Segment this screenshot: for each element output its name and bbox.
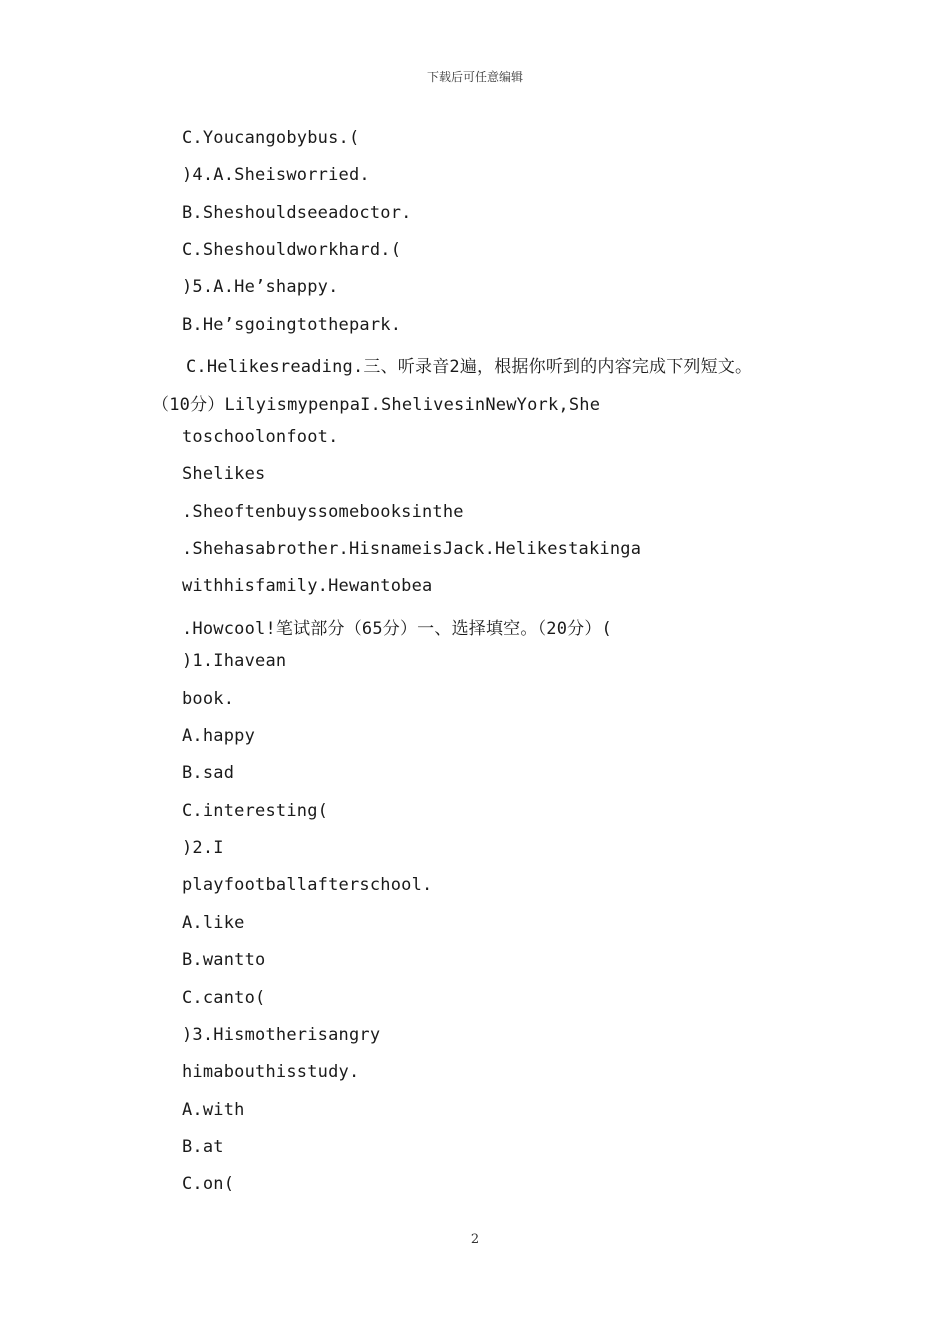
text-line: （10分）LilyismypenpaI.ShelivesinNewYork,She xyxy=(152,395,601,415)
text-line: )2.I xyxy=(182,838,224,858)
text-line: )5.A.He’shappy. xyxy=(182,277,339,297)
text-line: Shelikes xyxy=(182,464,266,484)
text-line: playfootballafterschool. xyxy=(182,875,433,895)
text-line: C.Helikesreading.三、听录音2遍，根据你听到的内容完成下列短文。 xyxy=(186,357,753,377)
text-line: B.wantto xyxy=(182,950,266,970)
text-line: withhisfamily.Hewantobea xyxy=(182,576,433,596)
text-line: book. xyxy=(182,689,235,709)
text-line: )3.Hismotherisangry xyxy=(182,1025,381,1045)
text-line: A.like xyxy=(182,913,245,933)
text-line: toschoolonfoot. xyxy=(182,427,339,447)
page-header: 下载后可任意编辑 xyxy=(426,70,523,84)
text-line: B.at xyxy=(182,1137,224,1157)
text-line: A.happy xyxy=(182,726,256,746)
text-line: .Howcool!笔试部分（65分）一、选择填空。（20分）( xyxy=(182,619,612,639)
text-line: C.canto( xyxy=(182,988,266,1008)
text-line: )4.A.Sheisworried. xyxy=(182,165,370,185)
text-line: B.sad xyxy=(182,763,235,783)
text-line: C.on( xyxy=(182,1174,235,1194)
text-line: A.with xyxy=(182,1100,245,1120)
text-line: B.He’sgoingtothepark. xyxy=(182,315,402,335)
text-line: himabouthisstudy. xyxy=(182,1062,360,1082)
page-number: 2 xyxy=(470,1232,480,1247)
text-line: C.Youcangobybus.( xyxy=(182,128,360,148)
text-line: C.interesting( xyxy=(182,801,329,821)
text-line: .Shehasabrother.HisnameisJack.Helikestakinga xyxy=(182,539,642,559)
text-line: B.Sheshouldseeadoctor. xyxy=(182,203,412,223)
text-line: )1.Ihavean xyxy=(182,651,287,671)
text-line: C.Sheshouldworkhard.( xyxy=(182,240,402,260)
text-line: .Sheoftenbuyssomebooksinthe xyxy=(182,502,464,522)
